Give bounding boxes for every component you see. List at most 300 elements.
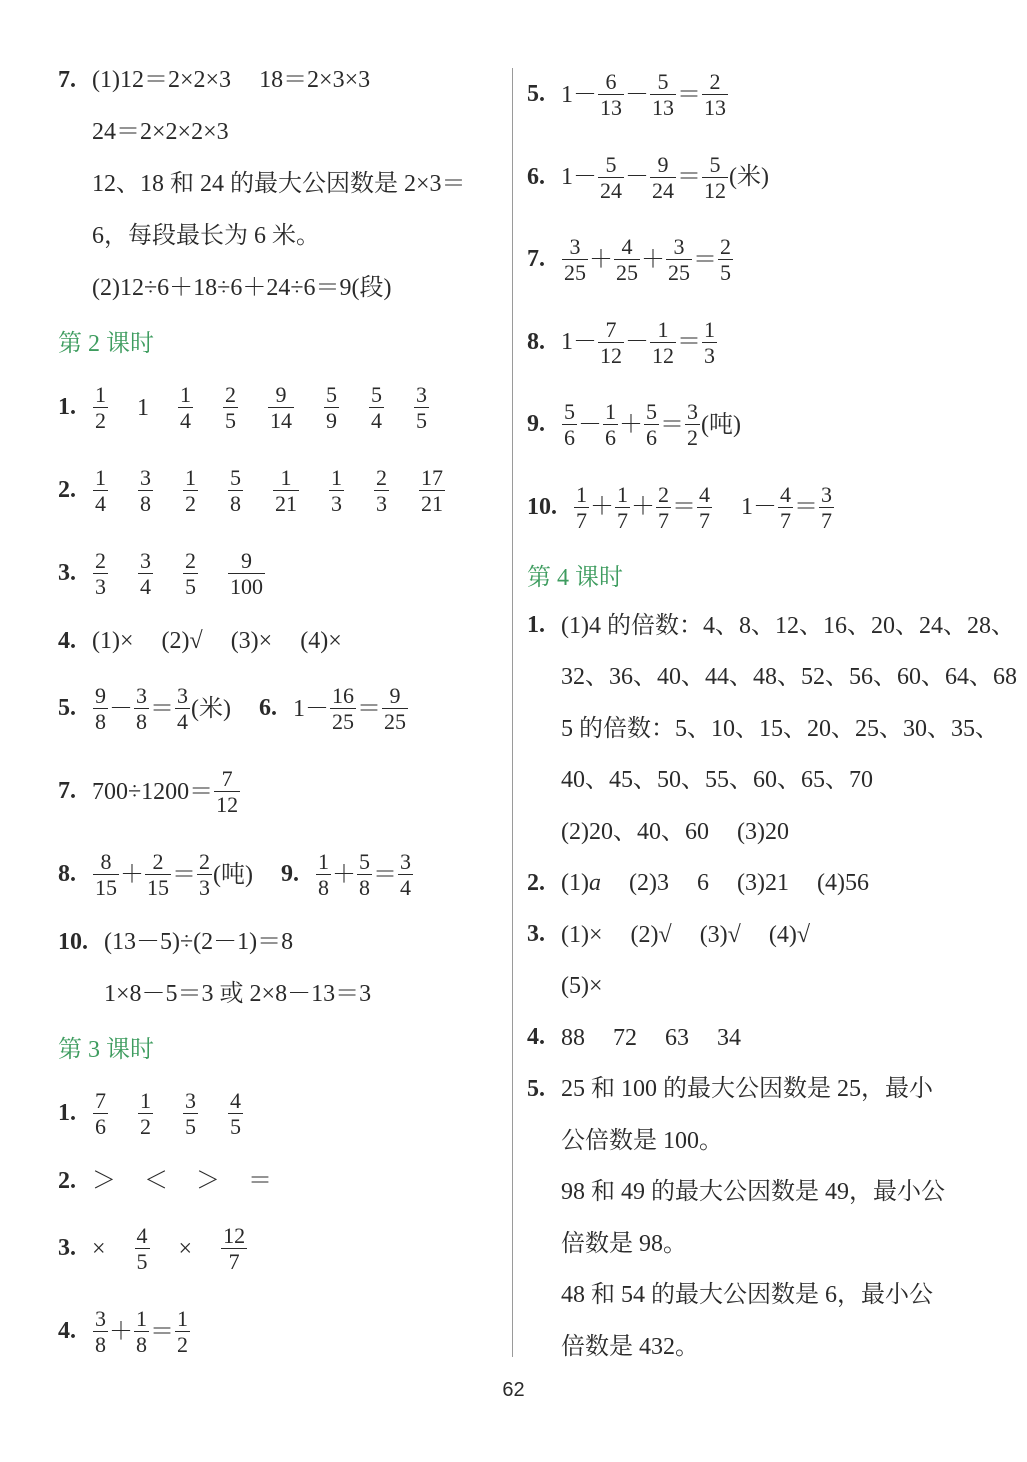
expression-text: ＝	[672, 494, 696, 521]
expression-text: ＋	[120, 861, 144, 888]
expression-text: ＝	[693, 246, 717, 273]
expression-text: 倍数是 432。	[561, 1333, 699, 1360]
answer-group	[227, 1088, 244, 1139]
answer-row	[561, 1218, 973, 1270]
fraction-numerator: 2	[225, 382, 236, 407]
expression-text: 1	[137, 394, 149, 421]
fraction	[316, 849, 331, 900]
fraction-numerator: 4	[230, 1088, 241, 1113]
answer-group	[561, 920, 603, 950]
fraction	[614, 234, 640, 285]
expression-text: 25 和 100 的最大公因数是 25，最小	[561, 1076, 933, 1103]
expression-text: ＝	[150, 695, 174, 722]
fraction	[382, 683, 408, 734]
answer-item	[527, 54, 1019, 137]
fraction	[223, 382, 238, 433]
answer-item	[58, 54, 506, 314]
fraction-numerator: 1	[95, 465, 106, 490]
item-number: 4.	[58, 1318, 76, 1344]
answer-row	[92, 532, 294, 615]
fraction-denominator: 8	[140, 491, 151, 516]
answer-row	[561, 703, 1027, 755]
fraction-denominator: 5	[416, 408, 427, 433]
answer-item	[527, 1012, 1019, 1064]
fraction-denominator: 8	[358, 875, 370, 900]
expression-text: 98 和 49 的最大公因数是 49，最小公	[561, 1179, 945, 1206]
expression-text: ＜	[144, 1168, 168, 1194]
item-number: 4.	[58, 627, 76, 654]
fraction-numerator: 5	[598, 152, 624, 178]
fraction	[228, 465, 243, 516]
fraction-denominator: 6	[605, 425, 616, 451]
item-body	[92, 54, 494, 314]
expression-text: 1×8－5＝3 或 2×8－13＝3	[104, 981, 372, 1007]
answer-group	[92, 1234, 106, 1264]
fraction	[93, 1088, 108, 1139]
expression-text: (3)20	[736, 818, 789, 845]
fraction-denominator: 7	[617, 507, 628, 533]
answer-item	[58, 750, 506, 833]
answer-group	[92, 548, 109, 599]
answer-group	[137, 465, 154, 516]
expression-text: (2)√	[161, 628, 203, 654]
fraction-numerator: 3	[140, 548, 151, 573]
answer-item	[527, 1064, 1019, 1373]
answer-row	[561, 54, 757, 137]
expression-text: (吨)	[213, 861, 253, 888]
fraction	[603, 399, 618, 450]
fraction-numerator: 1	[331, 465, 342, 490]
fraction	[615, 482, 630, 533]
answer-row	[104, 916, 399, 968]
expression-text: ＞	[196, 1168, 220, 1194]
fraction-numerator: 4	[780, 481, 791, 507]
answer-group	[629, 868, 669, 898]
answer-row	[92, 833, 442, 916]
expression-text: 63	[665, 1024, 689, 1051]
answer-group	[92, 221, 320, 251]
fraction	[702, 152, 728, 203]
expression-text: (米)	[191, 695, 231, 722]
answer-item	[527, 909, 1019, 1012]
item-number: 4.	[527, 1024, 545, 1051]
fraction-numerator: 5	[702, 152, 728, 178]
answer-group	[613, 1023, 637, 1053]
fraction	[374, 465, 389, 516]
fraction-denominator: 4	[140, 574, 151, 599]
answer-row	[92, 54, 494, 106]
expression-text: (1)×	[92, 628, 134, 654]
fraction-denominator: 4	[371, 408, 382, 433]
answer-group	[315, 849, 414, 900]
answer-group	[179, 1234, 193, 1264]
item-number: 5.	[527, 81, 545, 108]
item-body	[561, 54, 757, 137]
fraction-numerator: 7	[214, 766, 240, 792]
expression-text: (5)×	[561, 973, 603, 1000]
fraction-numerator: 1	[95, 382, 106, 407]
expression-text: 24＝2×2×2×3	[92, 119, 229, 145]
answer-group	[561, 765, 873, 795]
fraction	[93, 1306, 108, 1357]
expression-text: －	[109, 695, 133, 722]
fraction-numerator: 1	[180, 382, 191, 407]
answer-row	[561, 755, 1027, 807]
answer-group	[92, 465, 109, 516]
fraction-denominator: 7	[821, 507, 832, 533]
answer-item	[527, 858, 1019, 910]
answer-group	[561, 817, 709, 847]
answer-group	[741, 482, 835, 533]
fraction-numerator: 5	[326, 382, 337, 407]
fraction-denominator: 5	[185, 574, 196, 599]
answer-group	[561, 1280, 933, 1310]
answer-item	[58, 1290, 506, 1373]
fraction	[273, 465, 299, 516]
answer-group	[561, 1332, 699, 1362]
fraction-numerator: 5	[646, 399, 657, 425]
answer-group	[92, 849, 253, 900]
item-body	[92, 667, 437, 750]
fraction-denominator: 5	[720, 260, 731, 286]
fraction	[228, 548, 265, 599]
answer-group	[561, 152, 769, 203]
answer-group	[248, 1166, 272, 1196]
answer-item	[58, 916, 506, 1020]
answer-group	[561, 611, 1015, 641]
fraction-numerator: 5	[371, 382, 382, 407]
expression-text: (4)×	[300, 628, 342, 654]
answer-group	[92, 626, 134, 656]
item-number: 9.	[527, 411, 545, 438]
fraction-denominator: 9	[326, 408, 337, 433]
answer-row	[561, 136, 797, 219]
answer-row	[92, 262, 494, 314]
expression-text: (2)3	[628, 870, 669, 897]
expression-text: ＝	[677, 164, 701, 191]
fraction	[778, 482, 793, 533]
expression-text: ＝	[248, 1168, 272, 1194]
answer-group	[561, 662, 1017, 692]
fraction-numerator: 9	[268, 382, 294, 408]
expression-text: ＝	[150, 1318, 174, 1345]
expression-text: (13－5)÷(2－1)＝8	[104, 929, 294, 955]
fraction	[145, 849, 171, 900]
answer-item	[527, 600, 1019, 858]
section-heading: 第 4 课时	[527, 564, 623, 591]
item-number: 6.	[258, 695, 277, 721]
fraction-denominator: 24	[600, 177, 622, 203]
fraction-denominator: 21	[275, 491, 297, 516]
item-body	[561, 1064, 973, 1373]
fraction	[562, 399, 577, 450]
expression-text: (1)	[561, 870, 589, 897]
fraction-denominator: 14	[270, 408, 292, 433]
expression-text: ＝	[677, 81, 701, 108]
fraction-numerator: 2	[185, 548, 196, 573]
fraction-numerator: 1	[617, 481, 628, 507]
fraction-denominator: 21	[421, 491, 443, 516]
answer-item	[58, 833, 506, 916]
fraction	[330, 683, 356, 734]
expression-text: (1)12＝2×2×3	[92, 67, 232, 93]
answer-item	[58, 1207, 506, 1290]
item-body	[92, 532, 294, 615]
answer-row	[561, 909, 838, 961]
item-body	[92, 1290, 219, 1373]
answer-group	[92, 169, 466, 199]
expression-text: －	[578, 411, 602, 438]
item-number: 2.	[527, 869, 545, 896]
fraction-numerator: 16	[331, 683, 354, 708]
italic-variable: a	[588, 870, 601, 897]
answer-row	[92, 750, 269, 833]
answer-group	[182, 548, 199, 599]
expression-text: 6，每段最长为 6 米。	[92, 223, 320, 249]
expression-text: 6	[696, 870, 709, 897]
section-heading: 第 3 课时	[58, 1036, 154, 1063]
expression-text: ＝	[794, 494, 818, 521]
expression-text: 5 的倍数：5、10、15、20、25、30、35、	[561, 715, 999, 742]
fraction-denominator: 3	[331, 491, 342, 516]
fraction-denominator: 3	[199, 875, 210, 900]
right-column	[527, 54, 1019, 1373]
item-body	[561, 600, 1027, 858]
expression-text: ＝	[372, 861, 397, 888]
answer-group	[92, 65, 231, 95]
answer-group	[817, 868, 869, 898]
fraction	[183, 548, 198, 599]
fraction-denominator: 7	[228, 1249, 240, 1274]
fraction	[598, 152, 624, 203]
fraction-denominator: 25	[668, 260, 690, 286]
fraction-denominator: 12	[652, 342, 674, 368]
fraction-denominator: 25	[564, 260, 586, 286]
expression-text: (2)12÷6＋18÷6＋24÷6＝9(段)	[92, 275, 392, 301]
fraction-denominator: 25	[331, 709, 354, 734]
item-number: 3.	[527, 921, 545, 948]
answer-item	[58, 667, 506, 750]
answer-group	[104, 927, 293, 957]
fraction-denominator: 13	[704, 95, 726, 121]
fraction-numerator: 6	[598, 69, 624, 95]
fraction-numerator: 3	[687, 399, 698, 425]
fraction-denominator: 3	[376, 491, 387, 516]
answer-group	[196, 1166, 220, 1196]
fraction-denominator: 15	[95, 875, 117, 900]
fraction-numerator: 3	[95, 1306, 106, 1331]
answer-row	[561, 219, 762, 302]
fraction-numerator: 3	[177, 683, 188, 708]
expression-text: (米)	[729, 164, 769, 191]
fraction-numerator: 3	[821, 481, 832, 507]
fraction-denominator: 6	[646, 425, 657, 451]
answer-group	[737, 817, 789, 847]
answer-item	[527, 136, 1019, 219]
expression-text: ×	[92, 1235, 106, 1262]
fraction-denominator: 2	[687, 425, 698, 451]
expression-text: ＋	[590, 494, 614, 521]
fraction-denominator: 2	[140, 1114, 151, 1139]
answer-group	[227, 548, 266, 599]
expression-text: ＋	[619, 411, 643, 438]
fraction-denominator: 24	[652, 177, 674, 203]
answer-item	[58, 532, 506, 615]
answer-row	[561, 961, 838, 1013]
fraction-numerator: 5	[650, 69, 676, 95]
item-body	[561, 219, 762, 302]
fraction	[650, 152, 676, 203]
fraction-denominator: 5	[136, 1249, 148, 1274]
expression-text: 72	[613, 1024, 637, 1051]
answer-item	[58, 449, 506, 532]
expression-text: (4)56	[816, 870, 869, 897]
fraction-numerator: 9	[228, 548, 265, 574]
fraction	[650, 317, 676, 368]
answer-group	[182, 465, 199, 516]
answer-group	[92, 382, 109, 433]
fraction	[644, 399, 659, 450]
answer-group	[300, 626, 342, 656]
fraction-denominator: 8	[230, 491, 241, 516]
item-body	[92, 1072, 272, 1155]
answer-group	[137, 393, 149, 423]
answer-item	[58, 366, 506, 449]
answer-item	[58, 615, 506, 667]
expression-text: (2)√	[630, 921, 672, 948]
item-body	[92, 833, 442, 916]
answer-group	[92, 1306, 191, 1357]
fraction-denominator: 2	[185, 491, 196, 516]
fraction-numerator: 5	[230, 465, 241, 490]
answer-row	[561, 384, 769, 467]
expression-text: ＝	[677, 329, 701, 356]
answer-row	[92, 449, 474, 532]
expression-text: ＋	[109, 1318, 133, 1345]
expression-text: 18＝2×3×3	[259, 67, 371, 93]
expression-text: －	[625, 81, 649, 108]
item-number: 1.	[58, 1100, 76, 1126]
answer-row	[561, 1167, 973, 1219]
fraction-numerator: 12	[223, 1223, 246, 1248]
fraction	[268, 382, 294, 433]
fraction-numerator: 3	[136, 683, 147, 708]
expression-text: (1)×	[561, 921, 603, 948]
fraction-denominator: 7	[658, 507, 669, 533]
item-number: 1.	[58, 394, 76, 420]
answer-group	[561, 868, 601, 898]
item-body	[92, 366, 458, 449]
fraction	[228, 1088, 243, 1139]
section-heading: 第 2 课时	[58, 330, 154, 357]
fraction-numerator: 4	[136, 1223, 148, 1248]
fraction-numerator: 1	[650, 317, 676, 343]
fraction	[138, 465, 153, 516]
answer-group	[92, 1166, 116, 1196]
item-number: 1.	[527, 612, 545, 639]
answer-group	[561, 234, 734, 285]
answer-group	[561, 714, 999, 744]
answer-group	[259, 65, 370, 95]
expression-text: 48 和 54 的最大公因数是 6，最小公	[561, 1282, 933, 1309]
item-number: 3.	[58, 1235, 76, 1261]
answer-row	[561, 1012, 769, 1064]
fraction	[650, 69, 676, 120]
fraction-denominator: 8	[317, 875, 329, 900]
answer-group	[144, 1166, 168, 1196]
answer-row	[92, 667, 437, 750]
answer-group	[182, 1088, 199, 1139]
answer-group	[92, 273, 391, 303]
expression-text: (3)×	[230, 628, 273, 654]
page-number: 62	[502, 1379, 525, 1401]
fraction-denominator: 2	[95, 408, 106, 433]
fraction	[666, 234, 692, 285]
fraction-denominator: 3	[704, 342, 715, 368]
answer-group	[227, 465, 244, 516]
item-body	[92, 750, 269, 833]
answer-group	[222, 382, 239, 433]
fraction-denominator: 13	[600, 95, 622, 121]
answer-group	[231, 626, 273, 656]
fraction-numerator: 1	[317, 849, 329, 874]
item-number: 8.	[527, 328, 545, 355]
answer-group	[177, 382, 194, 433]
answer-item	[527, 384, 1019, 467]
fraction-denominator: 5	[225, 408, 236, 433]
fraction-numerator: 1	[273, 465, 299, 491]
fraction-denominator: 5	[230, 1114, 241, 1139]
fraction-denominator: 3	[95, 574, 106, 599]
fraction	[214, 766, 240, 817]
column-divider	[512, 68, 513, 1357]
item-number: 10.	[58, 928, 88, 955]
answer-group	[561, 399, 741, 450]
fraction-numerator: 2	[658, 481, 669, 507]
answer-group	[561, 1074, 933, 1104]
answer-row	[561, 806, 1027, 858]
fraction-denominator: 4	[180, 408, 191, 433]
answer-group	[323, 382, 340, 433]
answer-row	[561, 1321, 973, 1373]
fraction-numerator: 1	[605, 399, 616, 425]
fraction-numerator: 3	[185, 1088, 196, 1113]
answer-row	[561, 301, 746, 384]
fraction	[138, 1088, 153, 1139]
item-number: 8.	[58, 861, 76, 887]
fraction-numerator: 1	[704, 316, 715, 342]
fraction-numerator: 3	[140, 465, 151, 490]
expression-text: (3)√	[699, 921, 741, 948]
answer-group	[373, 465, 390, 516]
item-number: 5.	[58, 695, 76, 721]
fraction-denominator: 12	[600, 342, 622, 368]
answer-row	[573, 466, 863, 549]
fraction	[656, 482, 671, 533]
item-body	[561, 858, 897, 910]
fraction	[702, 69, 728, 120]
fraction	[685, 399, 700, 450]
fraction	[93, 382, 108, 433]
expression-text: 32、36、40、44、48、52、56、60、64、68	[561, 664, 1017, 691]
answer-group	[717, 1023, 741, 1053]
expression-text: (1)4 的倍数：4、8、12、16、20、24、28、	[561, 612, 1015, 639]
fraction-numerator: 7	[598, 317, 624, 343]
answer-item	[58, 1072, 506, 1155]
fraction-denominator: 8	[95, 709, 106, 734]
answer-group	[92, 1088, 109, 1139]
fraction-denominator: 8	[136, 709, 147, 734]
